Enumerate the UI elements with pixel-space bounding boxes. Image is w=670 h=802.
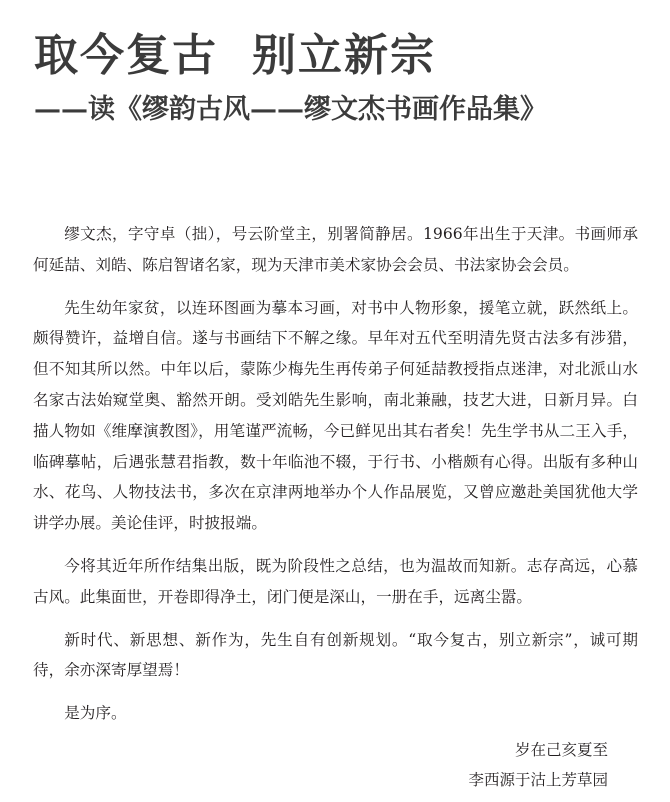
paragraph-5: 是为序。	[64, 704, 127, 723]
paragraph-4: 新时代、新思想、新作为，先生自有创新规划。“取今复古，别立新宗”，诚可期待，余亦深寄厚望焉！	[33, 630, 638, 680]
page-subtitle: ——读《缪韵古风——缪文杰书画作品集》	[34, 94, 547, 125]
body-text	[33, 219, 638, 741]
paragraph-2: 先生幼年家贫，以连环图画为摹本习画，对书中人物形象，援笔立就，跃然纸上。颇得赞许，益增自信。遂与书画结下不解之缘。早年对五代至明清先贤古法多有涉猎，但不知其所以然。中年以后，蒙陈少梅先生再传弟子何延喆教授指点迷津，对北派山水名家古法始窥堂奥、豁然开朗。受刘皓先生影响，南北兼融，技艺大进，日新月异。白描人物如《维摩演教图》，用笔谨严流畅，今已鲜见出其右者矣！先生学书从二王入手，临碑摹帖，后遇张慧君指教，数十年临池不辍，于行书、小楷颇有心得。出版有多种山水、花鸟、人物技法书，多次在京津两地举办个人作品展览，又曾应邀赴美国犹他大学讲学办展。美论佳评，时披报端。	[33, 298, 638, 533]
title-part-2: 别立新宗	[252, 30, 436, 81]
signature-author: 李西源于沽上芳草园	[468, 771, 608, 789]
title-part-1: 取今复古	[34, 30, 218, 81]
signature-date: 岁在己亥夏至	[514, 741, 608, 759]
page-title	[34, 30, 436, 83]
paragraph-3: 今将其近年所作结集出版，既为阶段性之总结，也为温故而知新。志存高远，心慕古风。此集面世，开卷即得净土，闭门便是深山，一册在手，远离尘嚣。	[33, 556, 638, 606]
paragraph-1: 缪文杰，字守卓（拙），号云阶堂主，别署简静居。1966年出生于天津。书画师承何延喆、刘皓、陈启智诸名家，现为天津市美术家协会会员、书法家协会会员。	[33, 225, 638, 274]
